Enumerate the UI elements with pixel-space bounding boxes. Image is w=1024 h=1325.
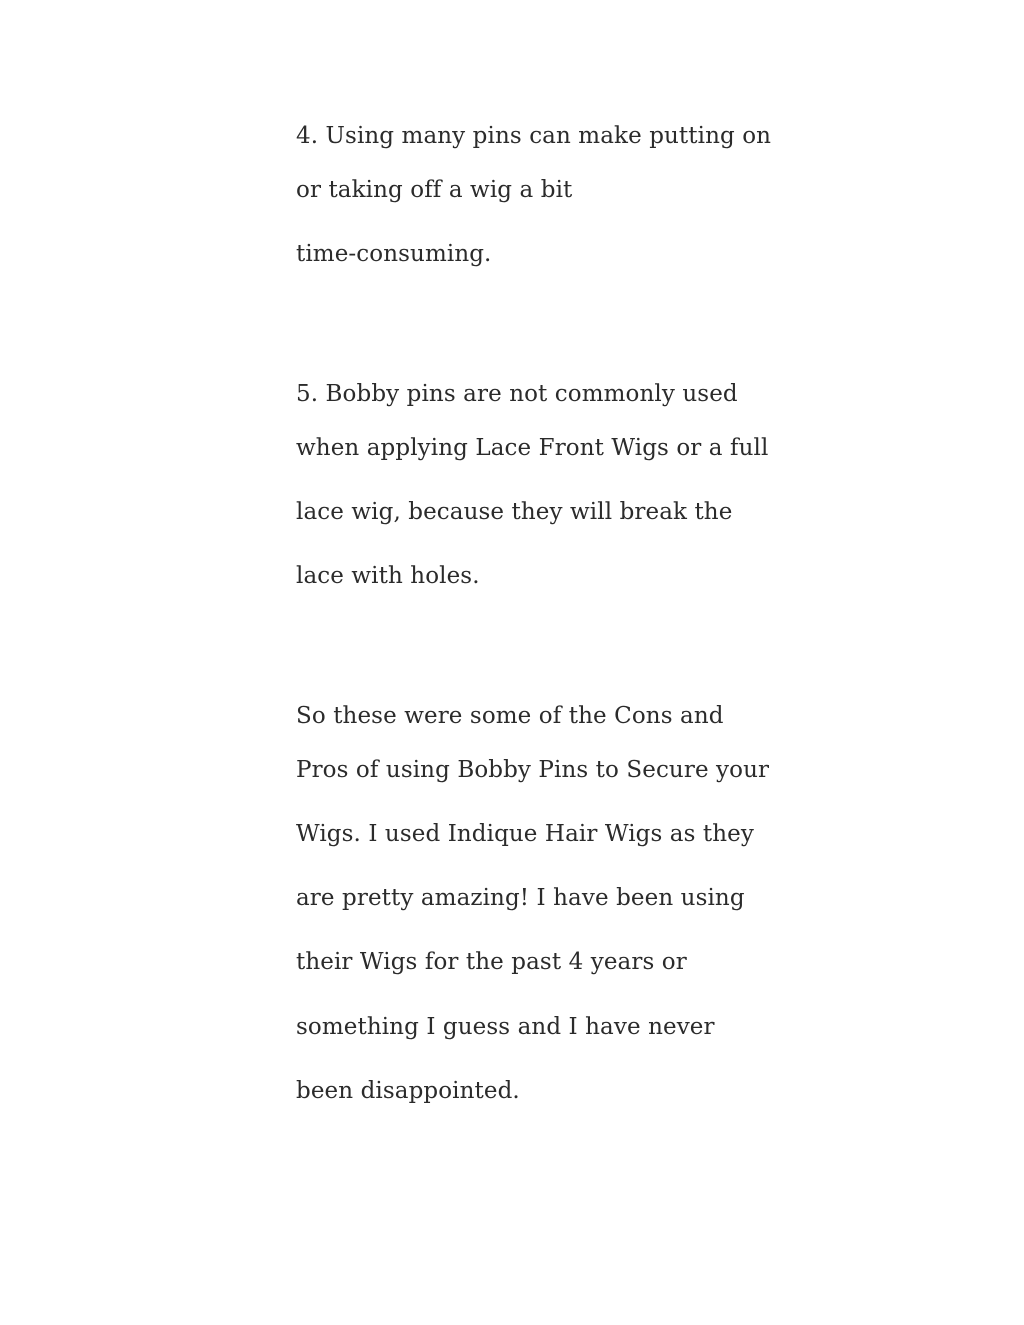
conclusion-line-4: are pretty amazing! I have been using [296,885,745,911]
conclusion-line-1: So these were some of the Cons and [296,703,724,729]
conclusion-line-3: Wigs. I used Indique Hair Wigs as they [296,821,754,847]
paragraph-5-line-4: lace with holes. [296,563,480,589]
paragraph-5-line-3: lace wig, because they will break the [296,499,733,525]
conclusion-line-2: Pros of using Bobby Pins to Secure your [296,757,770,783]
conclusion-line-7: been disappointed. [296,1078,520,1104]
paragraph-4-line-3: time-consuming. [296,241,492,267]
paragraph-5-line-2: when applying Lace Front Wigs or a full [296,435,769,461]
paragraph-4-line-2: or taking off a wig a bit [296,177,573,203]
paragraph-4-line-1: 4. Using many pins can make putting on [296,123,772,149]
paragraph-5-line-1: 5. Bobby pins are not commonly used [296,381,738,407]
conclusion-line-6: something I guess and I have never [296,1014,715,1040]
conclusion-line-5: their Wigs for the past 4 years or [296,949,687,975]
